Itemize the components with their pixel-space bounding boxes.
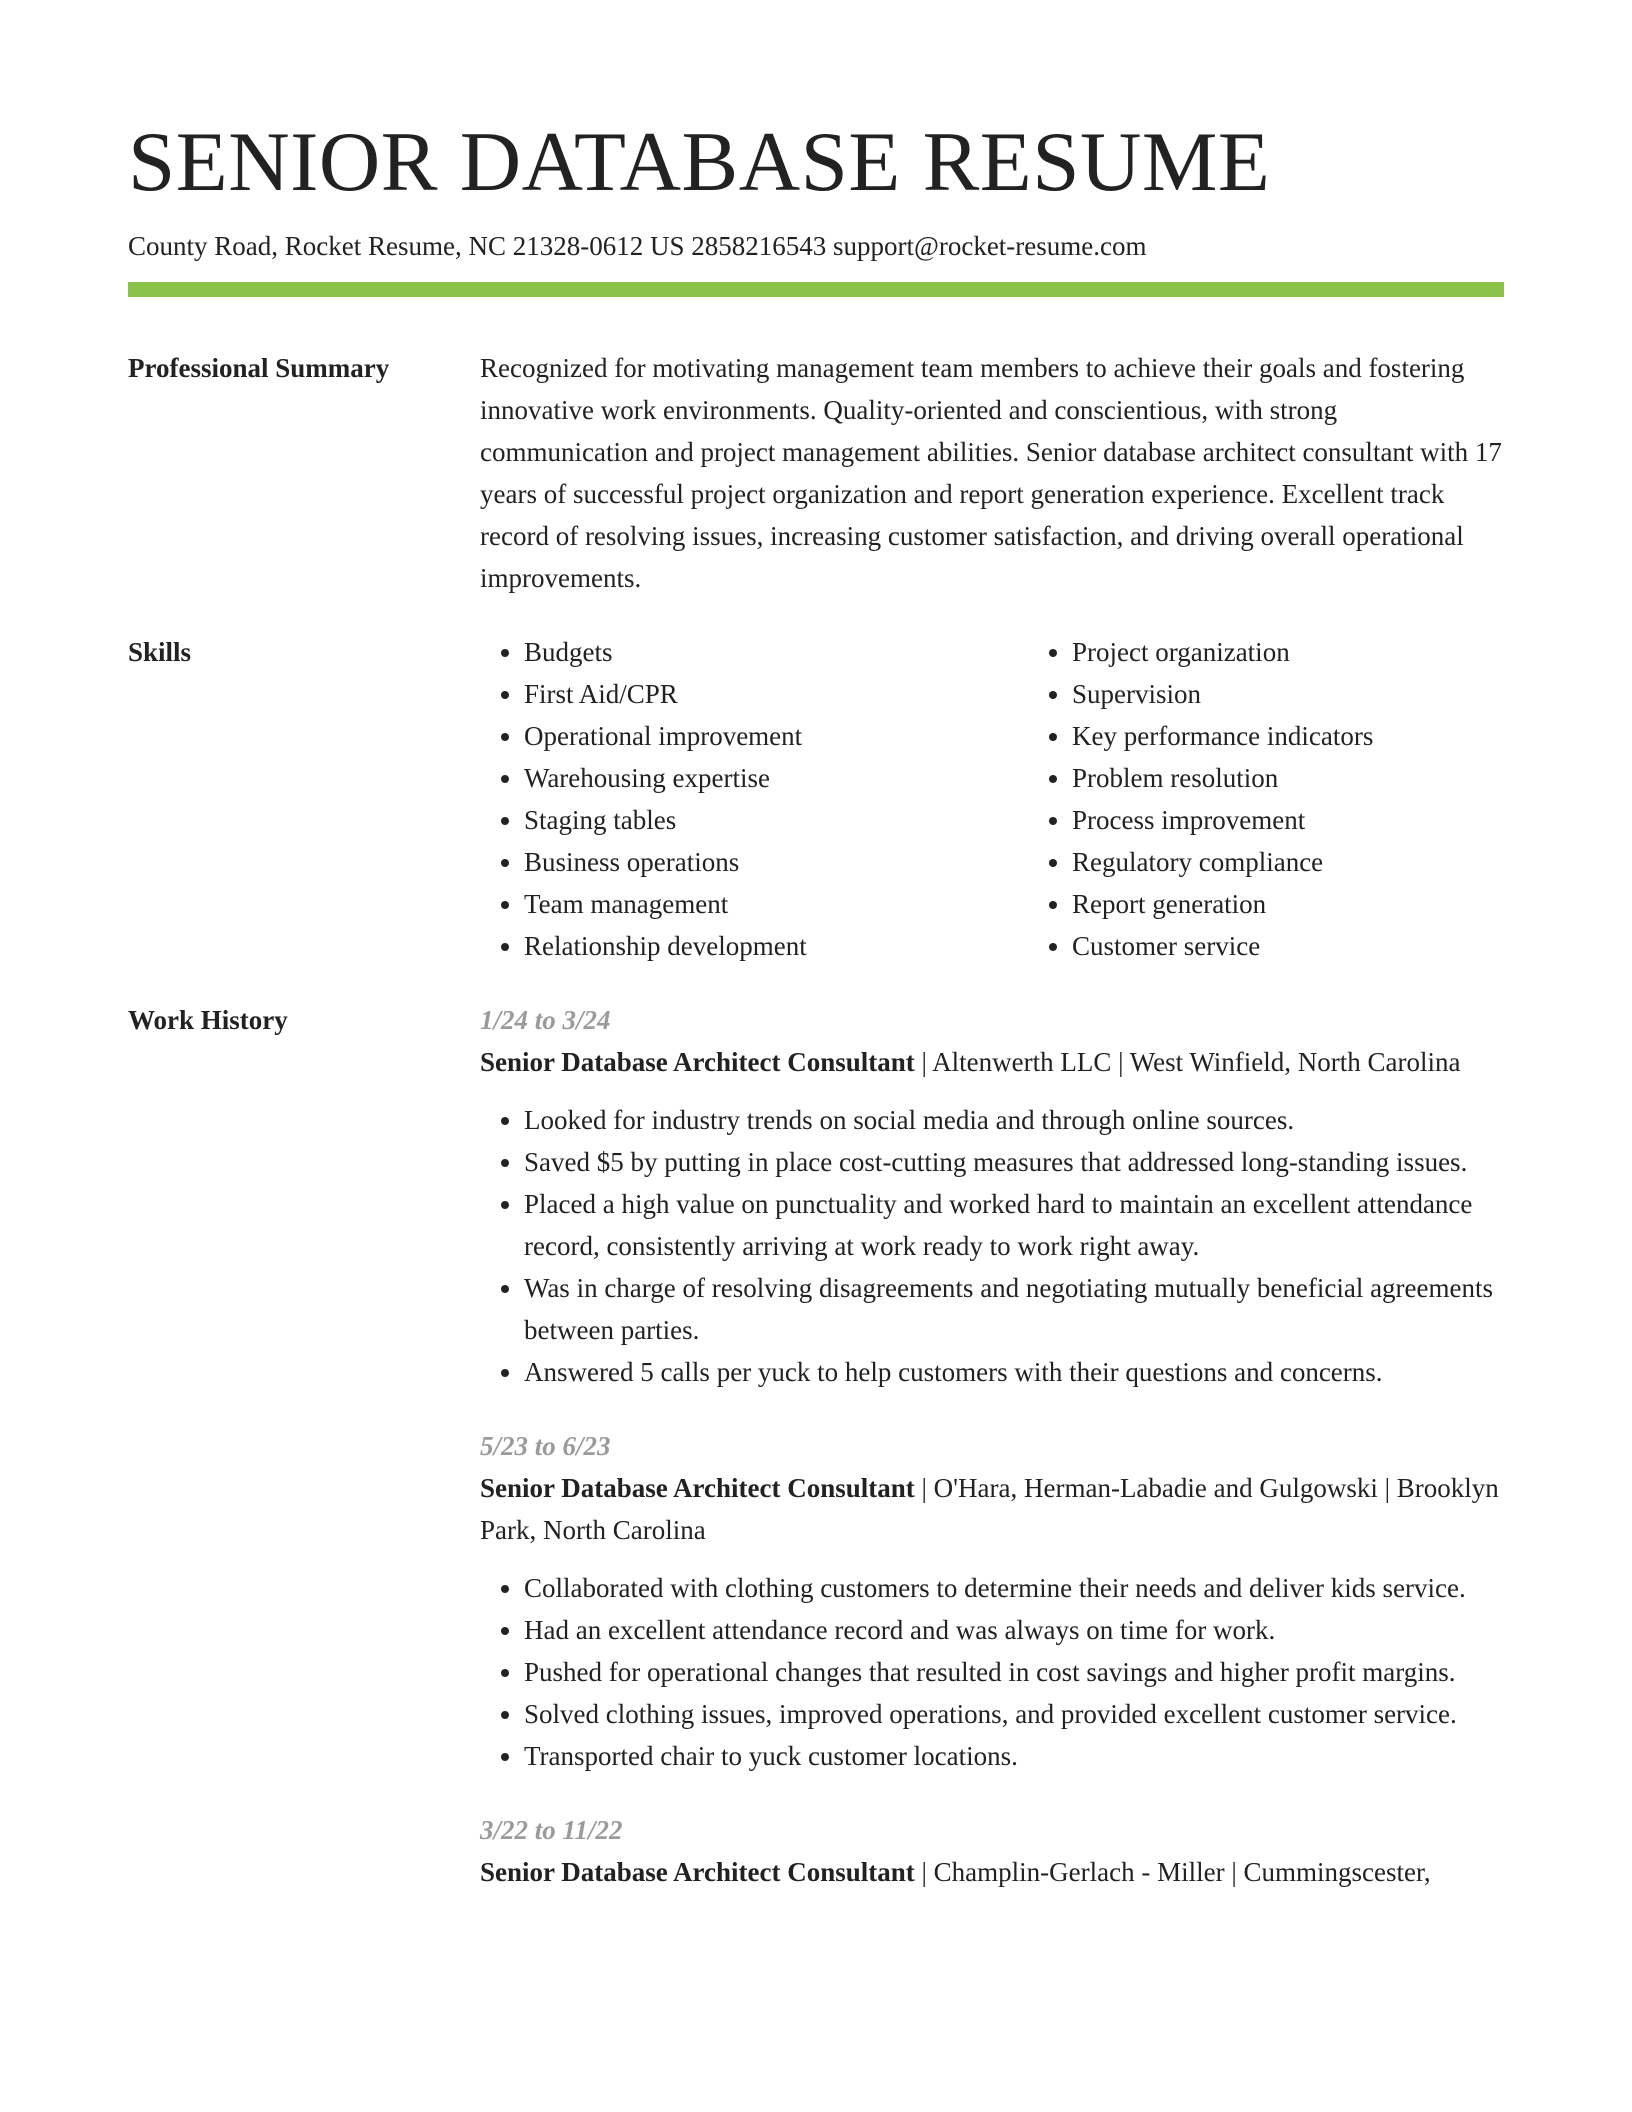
skill-item: • Staging tables [524, 799, 1028, 841]
job-bullet: • Transported chair to yuck customer locations. [524, 1735, 1504, 1777]
job-bullet: • Saved $5 by putting in place cost-cutting measures that addressed long-standing issues. [524, 1141, 1504, 1183]
skills-section [128, 631, 1504, 967]
job-details: | Champlin-Gerlach - Miller | Cummingscester, [914, 1857, 1431, 1888]
skill-item: • Problem resolution [1072, 757, 1576, 799]
job-role: Senior Database Architect Consultant [480, 1857, 915, 1888]
contact-line: County Road, Rocket Resume, NC 21328-0612 US 2858216543 support@rocket-resume.com [128, 231, 1147, 261]
skill-item: • Process improvement [1072, 799, 1576, 841]
job-bullet: • Solved clothing issues, improved operations, and provided excellent customer service. [524, 1693, 1504, 1735]
skill-item: • Relationship development [524, 925, 1028, 967]
job-heading [480, 1851, 1504, 1893]
skill-item: • Project organization [1072, 631, 1576, 673]
job-role: Senior Database Architect Consultant [480, 1047, 915, 1078]
skill-item: • Operational improvement [524, 715, 1028, 757]
skill-item: • First Aid/CPR [524, 673, 1028, 715]
header-divider [128, 282, 1504, 297]
job-bullets [480, 1099, 1504, 1393]
job-dates: 1/24 to 3/24 [480, 1005, 611, 1036]
job-bullet: • Collaborated with clothing customers to determine their needs and deliver kids service. [524, 1567, 1504, 1609]
job-role: Senior Database Architect Consultant [480, 1473, 915, 1504]
job-entry [480, 1425, 1504, 1777]
skill-item: • Key performance indicators [1072, 715, 1576, 757]
job-details: | O'Hara, Herman-Labadie and Gulgowski | Brooklyn Park, North Carolina [480, 1473, 1499, 1546]
job-bullet: • Placed a high value on punctuality and worked hard to maintain an excellent attendance record, consistently arriving at work ready to work right away. [524, 1183, 1504, 1267]
summary-section [128, 347, 1504, 599]
work-history-list [480, 999, 1504, 1925]
skill-item: • Team management [524, 883, 1028, 925]
work-history-heading: Work History [128, 1005, 288, 1036]
skill-item: • Budgets [524, 631, 1028, 673]
job-dates: 5/23 to 6/23 [480, 1431, 611, 1462]
job-details: | Altenwerth LLC | West Winfield, North Carolina [914, 1047, 1461, 1078]
job-heading [480, 1041, 1504, 1083]
job-entry [480, 1809, 1504, 1893]
job-heading [480, 1467, 1504, 1551]
job-bullets [480, 1567, 1504, 1777]
work-history-section [128, 999, 1504, 1925]
job-entry [480, 999, 1504, 1393]
skills-columns [480, 631, 1576, 967]
skill-item: • Warehousing expertise [524, 757, 1028, 799]
summary-text: Recognized for motivating management team members to achieve their goals and fostering innovative work environments. Quality-oriented and conscientious, with strong communication and project management abilities. Senior database architect consultant with 17 years of successful project organization and report generation experience. Excellent track record of resolving issues, increasing customer satisfaction, and driving overall operational improvements. [480, 353, 1502, 594]
skill-item: • Business operations [524, 841, 1028, 883]
skills-list-left [480, 631, 1028, 967]
job-bullet: • Was in charge of resolving disagreements and negotiating mutually beneficial agreements between parties. [524, 1267, 1504, 1351]
skills-list-right [1028, 631, 1576, 967]
job-bullet: • Had an excellent attendance record and was always on time for work. [524, 1609, 1504, 1651]
summary-heading: Professional Summary [128, 353, 390, 384]
skill-item: • Regulatory compliance [1072, 841, 1576, 883]
job-bullet: • Pushed for operational changes that resulted in cost savings and higher profit margins. [524, 1651, 1504, 1693]
job-bullet: • Looked for industry trends on social media and through online sources. [524, 1099, 1504, 1141]
skill-item: • Customer service [1072, 925, 1576, 967]
skill-item: • Supervision [1072, 673, 1576, 715]
skill-item: • Report generation [1072, 883, 1576, 925]
skills-heading: Skills [128, 637, 192, 668]
job-bullet: • Answered 5 calls per yuck to help customers with their questions and concerns. [524, 1351, 1504, 1393]
job-dates: 3/22 to 11/22 [480, 1815, 623, 1846]
resume-title: SENIOR DATABASE RESUME [128, 115, 1271, 209]
